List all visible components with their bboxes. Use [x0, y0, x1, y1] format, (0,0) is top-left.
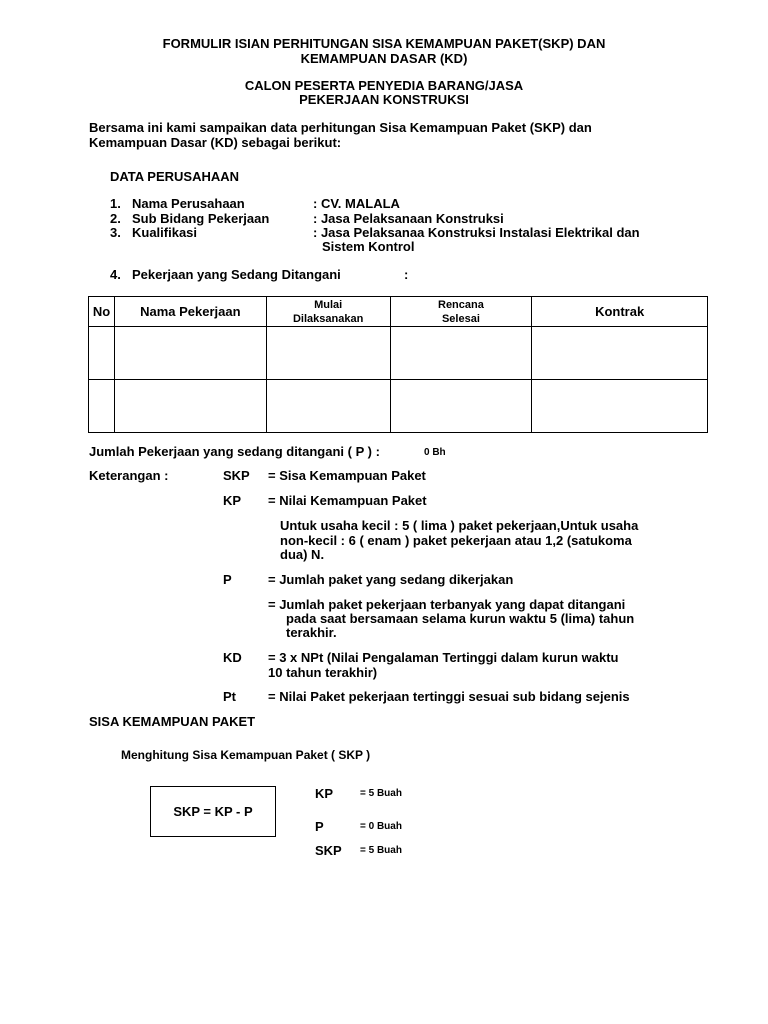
- skp-section-subheading: Menghitung Sisa Kemampuan Paket ( SKP ): [121, 748, 371, 762]
- company-heading: DATA PERUSAHAAN: [110, 169, 240, 184]
- header-mulai-dilaksanakan: [266, 297, 390, 327]
- company-item-4-num: 4.: [110, 267, 121, 282]
- pt-key: Pt: [223, 689, 236, 704]
- form-subtitle-line2: PEKERJAAN KONSTRUKSI: [299, 92, 469, 107]
- calc-skp-label: SKP: [315, 843, 342, 858]
- intro-line1: Bersama ini kami sampaikan data perhitungan Sisa Kemampuan Paket (SKP) dan: [89, 120, 592, 135]
- header-rencana-line2: Selesai: [441, 312, 480, 325]
- header-mulai-line2: Dilaksanakan: [292, 312, 364, 325]
- kd-definition-line1: = 3 x NPt (Nilai Pengalaman Tertinggi dalam kurun waktu: [268, 650, 619, 665]
- calc-p-value: = 0 Buah: [360, 821, 402, 832]
- skp-section-heading: SISA KEMAMPUAN PAKET: [89, 714, 256, 729]
- n-definition-line3: terakhir.: [286, 625, 337, 640]
- company-item-4-label: Pekerjaan yang Sedang Ditangani: [132, 267, 341, 282]
- table-header-row: [89, 297, 708, 327]
- kd-definition-line2: 10 tahun terakhir): [268, 665, 378, 680]
- jumlah-label: Jumlah Pekerjaan yang sedang ditangani ( P ) :: [89, 444, 380, 459]
- cell-rencana: [390, 327, 532, 380]
- cell-kontrak: [532, 380, 708, 433]
- keterangan-label: Keterangan :: [89, 468, 169, 483]
- kp-note-line2: non-kecil : 6 ( enam ) paket pekerjaan atau 1,2 (satukoma: [280, 533, 632, 548]
- ongoing-work-table: [88, 296, 708, 433]
- calc-kp-value: = 5 Buah: [360, 788, 402, 799]
- cell-nama: [114, 327, 266, 380]
- form-subtitle-line1: CALON PESERTA PENYEDIA BARANG/JASA: [244, 78, 524, 93]
- header-no: No: [89, 297, 115, 327]
- header-rencana-selesai: [390, 297, 532, 327]
- company-item-3-label: Kualifikasi: [132, 225, 198, 240]
- calc-skp-value: = 5 Buah: [360, 845, 402, 856]
- cell-no: [89, 327, 115, 380]
- kp-key: KP: [223, 493, 242, 508]
- header-nama-pekerjaan: Nama Pekerjaan: [114, 297, 266, 327]
- company-item-1-label: Nama Perusahaan: [132, 196, 245, 211]
- p-definition: = Jumlah paket yang sedang dikerjakan: [268, 572, 514, 587]
- header-mulai-line1: Mulai: [314, 298, 343, 311]
- company-item-3-num: 3.: [110, 225, 121, 240]
- pt-definition: = Nilai Paket pekerjaan tertinggi sesuai sub bidang sejenis: [268, 689, 630, 704]
- skp-key: SKP: [223, 468, 250, 483]
- header-rencana-line1: Rencana: [438, 298, 484, 311]
- cell-no: [89, 380, 115, 433]
- cell-mulai: [266, 327, 390, 380]
- form-title-line1: FORMULIR ISIAN PERHITUNGAN SISA KEMAMPUAN PAKET(SKP) DAN: [162, 36, 606, 51]
- kp-note-line3: dua) N.: [280, 547, 325, 562]
- p-key: P: [223, 572, 232, 587]
- company-item-3-value: : Jasa Pelaksanaa Konstruksi Instalasi Elektrikal dan: [313, 225, 640, 240]
- n-definition-line2: pada saat bersamaan selama kurun waktu 5 (lima) tahun: [286, 611, 635, 626]
- intro-line2: Kemampuan Dasar (KD) sebagai berikut:: [89, 135, 342, 150]
- skp-definition: = Sisa Kemampuan Paket: [268, 468, 426, 483]
- company-item-1-num: 1.: [110, 196, 121, 211]
- kp-note-line1: Untuk usaha kecil : 5 ( lima ) paket pekerjaan,Untuk usaha: [280, 518, 639, 533]
- company-item-2-num: 2.: [110, 211, 121, 226]
- n-definition-line1: = Jumlah paket pekerjaan terbanyak yang dapat ditangani: [268, 597, 626, 612]
- company-item-3-cont: Sistem Kontrol: [322, 239, 415, 254]
- kp-definition: = Nilai Kemampuan Paket: [268, 493, 427, 508]
- skp-formula-box: [150, 786, 276, 837]
- cell-rencana: [390, 380, 532, 433]
- jumlah-value: 0 Bh: [424, 447, 446, 458]
- cell-kontrak: [532, 327, 708, 380]
- skp-formula: SKP = KP - P: [173, 804, 253, 819]
- calc-p-label: P: [315, 819, 324, 834]
- company-item-4-colon: :: [404, 267, 409, 282]
- company-item-1-value: : CV. MALALA: [313, 196, 400, 211]
- table-row: [89, 380, 708, 433]
- calc-kp-label: KP: [315, 786, 334, 801]
- kd-key: KD: [223, 650, 242, 665]
- table-row: [89, 327, 708, 380]
- company-item-2-value: : Jasa Pelaksanaan Konstruksi: [313, 211, 504, 226]
- header-kontrak: Kontrak: [532, 297, 708, 327]
- cell-nama: [114, 380, 266, 433]
- cell-mulai: [266, 380, 390, 433]
- form-title-line2: KEMAMPUAN DASAR (KD): [300, 51, 468, 66]
- company-item-2-label: Sub Bidang Pekerjaan: [132, 211, 270, 226]
